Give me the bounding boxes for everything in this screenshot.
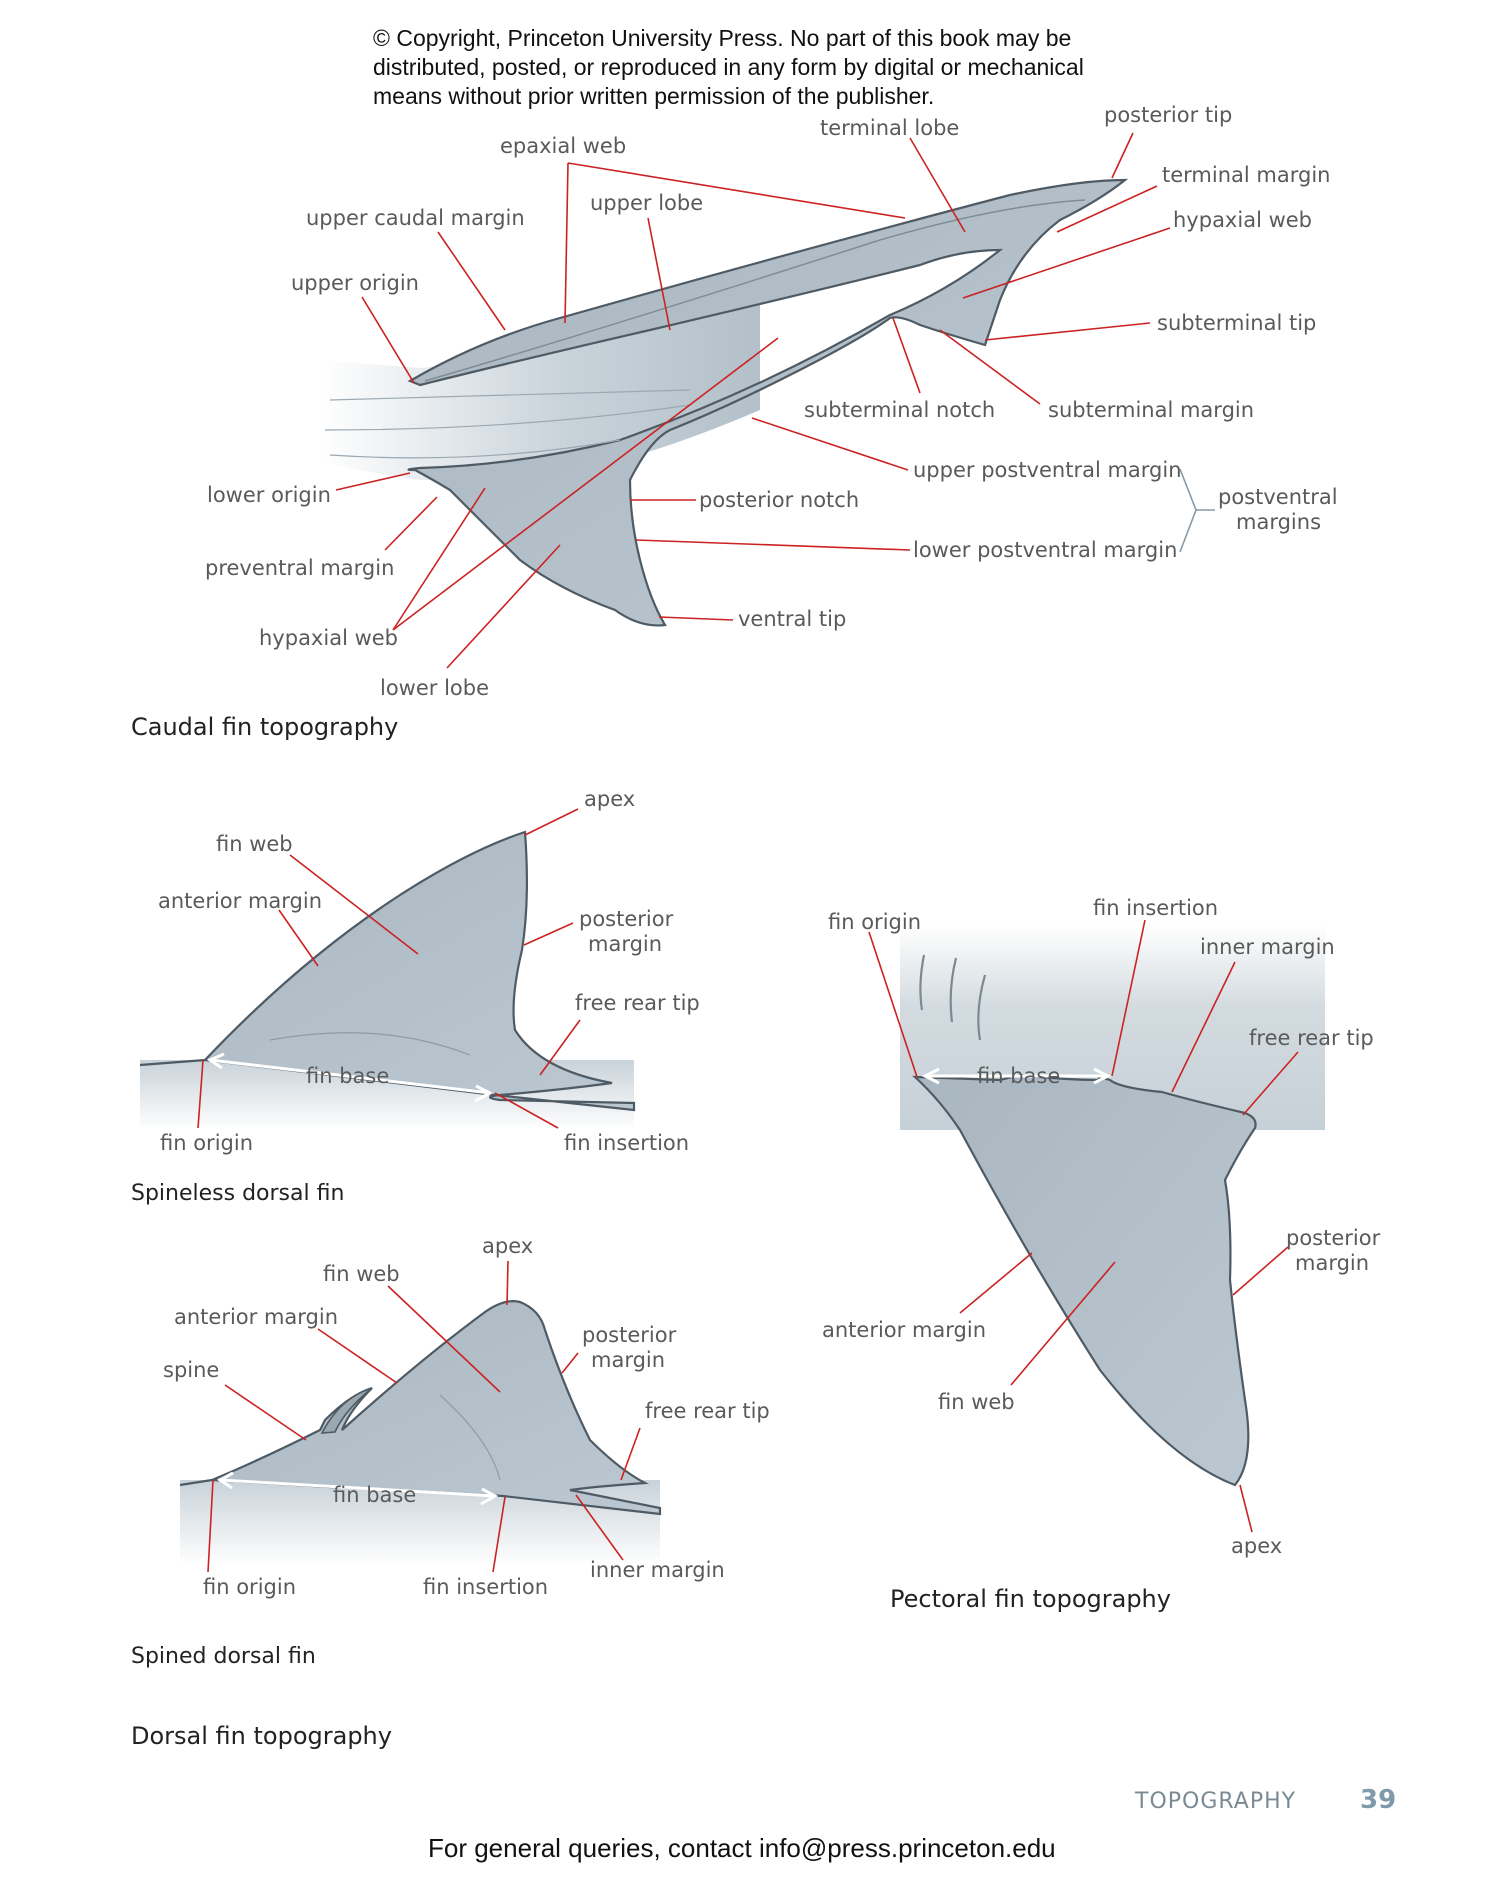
leader-spined-free-rear-tip xyxy=(621,1428,640,1480)
label-upper-origin: upper origin xyxy=(291,271,419,295)
leader-pectoral-anterior-margin xyxy=(960,1253,1032,1313)
label-spineless-fin-insertion: fin insertion xyxy=(564,1131,690,1155)
pectoral-fin-diagram xyxy=(822,896,1381,1558)
label-upper-lobe: upper lobe xyxy=(590,191,704,215)
label-hypaxial-web-top: hypaxial web xyxy=(1173,208,1313,232)
label-subterminal-notch: subterminal notch xyxy=(804,398,996,422)
postventral-bracket xyxy=(1180,469,1215,552)
spineless-dorsal-title: Spineless dorsal fin xyxy=(131,1181,345,1206)
label-posterior-notch: posterior notch xyxy=(699,488,860,512)
leader-posterior-tip xyxy=(1112,133,1133,178)
label-spined-posterior-margin-2: margin xyxy=(591,1348,666,1372)
label-spined-spine: spine xyxy=(163,1358,220,1382)
leader-subterminal-margin xyxy=(940,330,1040,404)
running-head: TOPOGRAPHY xyxy=(1135,1789,1297,1814)
label-spineless-fin-origin: fin origin xyxy=(160,1131,254,1155)
label-pectoral-fin-origin: fin origin xyxy=(828,910,922,934)
pectoral-section-title: Pectoral fin topography xyxy=(890,1585,1171,1613)
leader-spined-apex xyxy=(507,1261,508,1305)
label-lower-lobe: lower lobe xyxy=(380,676,490,700)
footer-contact: For general queries, contact info@press.princeton.edu xyxy=(428,1833,1056,1863)
label-spined-anterior-margin: anterior margin xyxy=(174,1305,339,1329)
label-postventral-margins-1: postventral xyxy=(1218,485,1338,509)
leader-spineless-posterior-margin xyxy=(524,923,573,945)
label-postventral-margins-2: margins xyxy=(1236,510,1322,534)
label-spined-apex: apex xyxy=(482,1234,534,1258)
label-terminal-margin: terminal margin xyxy=(1162,163,1331,187)
caudal-section-title: Caudal fin topography xyxy=(131,713,399,741)
leader-spined-posterior-margin xyxy=(562,1353,578,1373)
leader-spineless-apex xyxy=(525,809,578,835)
label-pectoral-apex: apex xyxy=(1231,1534,1283,1558)
page-number: 39 xyxy=(1360,1785,1397,1815)
label-lower-postventral-margin: lower postventral margin xyxy=(913,538,1178,562)
copyright-notice: © Copyright, Princeton University Press. No part of this book may be distributed, posted, or reproduced in any form by digital or mechanical means without prior written permission of the publisher. xyxy=(373,25,1084,109)
label-spineless-posterior-margin-1: posterior xyxy=(579,907,674,931)
label-pectoral-anterior-margin: anterior margin xyxy=(822,1318,987,1342)
label-pectoral-fin-insertion: fin insertion xyxy=(1093,896,1219,920)
label-pectoral-inner-margin: inner margin xyxy=(1200,935,1335,959)
leader-pectoral-posterior-margin xyxy=(1233,1247,1288,1295)
spined-dorsal-diagram xyxy=(163,1234,770,1599)
label-hypaxial-web-bottom: hypaxial web xyxy=(259,626,399,650)
label-spined-posterior-margin-1: posterior xyxy=(582,1323,677,1347)
leader-spined-spine xyxy=(225,1385,306,1440)
label-spineless-free-rear-tip: free rear tip xyxy=(575,991,700,1015)
leader-spined-anterior-margin xyxy=(318,1329,397,1383)
label-spined-fin-insertion: fin insertion xyxy=(423,1575,549,1599)
label-spined-inner-margin: inner margin xyxy=(590,1558,725,1582)
leader-upper-caudal-margin xyxy=(438,232,505,330)
leader-subterminal-tip xyxy=(985,323,1150,340)
label-pectoral-posterior-margin-1: posterior xyxy=(1286,1226,1381,1250)
leader-epaxial-web-1 xyxy=(565,163,568,323)
label-posterior-tip: posterior tip xyxy=(1104,103,1233,127)
leader-hypaxial-web-bottom-1 xyxy=(393,488,485,630)
label-pectoral-fin-base: fin base xyxy=(977,1064,1061,1088)
leader-ventral-tip xyxy=(659,617,733,620)
dorsal-section-title: Dorsal fin topography xyxy=(131,1722,392,1750)
caudal-fin-diagram xyxy=(205,103,1338,700)
label-pectoral-fin-web: fin web xyxy=(938,1390,1015,1414)
label-pectoral-posterior-margin-2: margin xyxy=(1295,1251,1370,1275)
label-spineless-apex: apex xyxy=(584,787,636,811)
leader-lower-origin xyxy=(336,473,410,490)
label-preventral-margin: preventral margin xyxy=(205,556,395,580)
label-upper-postventral-margin: upper postventral margin xyxy=(913,458,1182,482)
label-pectoral-free-rear-tip: free rear tip xyxy=(1249,1026,1374,1050)
label-spined-fin-base: fin base xyxy=(333,1483,417,1507)
leader-lower-postventral-margin xyxy=(636,540,910,550)
leader-subterminal-notch xyxy=(893,318,920,393)
label-spined-fin-origin: fin origin xyxy=(203,1575,297,1599)
label-subterminal-tip: subterminal tip xyxy=(1157,311,1317,335)
label-spined-free-rear-tip: free rear tip xyxy=(645,1399,770,1423)
label-upper-caudal-margin: upper caudal margin xyxy=(306,206,525,230)
label-spineless-fin-web: fin web xyxy=(216,832,293,856)
label-lower-origin: lower origin xyxy=(207,483,331,507)
leader-lower-lobe xyxy=(447,545,560,668)
leader-pectoral-apex xyxy=(1240,1485,1252,1532)
label-ventral-tip: ventral tip xyxy=(738,607,847,631)
leader-upper-postventral-margin xyxy=(752,418,908,470)
leader-spineless-anterior-margin xyxy=(279,910,318,966)
label-epaxial-web: epaxial web xyxy=(500,134,627,158)
spined-dorsal-title: Spined dorsal fin xyxy=(131,1644,316,1669)
label-terminal-lobe: terminal lobe xyxy=(820,116,960,140)
label-spineless-fin-base: fin base xyxy=(306,1064,390,1088)
label-subterminal-margin: subterminal margin xyxy=(1048,398,1255,422)
spineless-dorsal-diagram xyxy=(140,787,700,1155)
pectoral-fin-shape xyxy=(915,1075,1256,1485)
label-spineless-anterior-margin: anterior margin xyxy=(158,889,323,913)
label-spined-fin-web: fin web xyxy=(323,1262,400,1286)
label-spineless-posterior-margin-2: margin xyxy=(588,932,663,956)
leader-preventral-margin xyxy=(385,497,437,550)
